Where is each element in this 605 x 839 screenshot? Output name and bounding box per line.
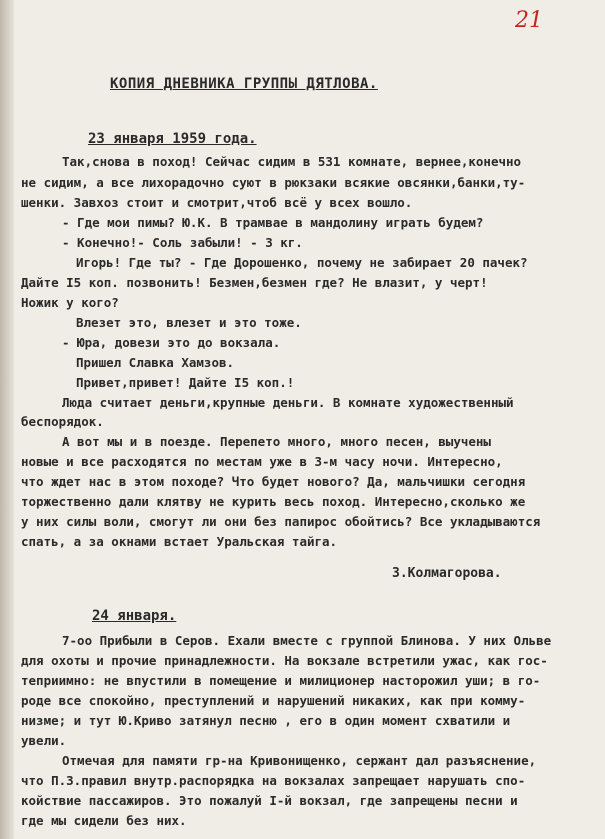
text-line: для охоты и прочие принадлежности. На вокзале встретили ужас, как гос-	[21, 653, 548, 668]
text-line: А вот мы и в поезде. Перепето много, много песен, выучены	[62, 434, 491, 449]
text-line: где мы сидели без них.	[21, 813, 187, 828]
text-line: низме; и тут Ю.Криво затянул песню , его в один момент схватили и	[21, 713, 511, 728]
text-line: Отмечая для памяти гр-на Кривонищенко, сержант дал разъяснение,	[62, 753, 537, 768]
text-line: что ждет нас в этом походе? Что будет нового? Да, мальчишки сегодня	[21, 474, 526, 489]
text-line: спать, а за окнами встает Уральская тайга.	[21, 534, 338, 549]
text-line: - Конечно!- Соль забыли! - 3 кг.	[62, 235, 303, 250]
page-edge	[0, 0, 14, 839]
page-number: 21	[515, 8, 543, 33]
text-line: не сидим, а все лихорадочно суют в рюкзаки всякие овсянки,банки,ту-	[21, 175, 526, 190]
text-line: шенки. Завхоз стоит и смотрит,чтоб всё у всех вошло.	[21, 195, 413, 210]
entry-date-1: 23 января 1959 года.	[88, 131, 257, 147]
text-line: - Где мои пимы? Ю.К. В трамвае в мандолину играть будем?	[62, 215, 484, 230]
text-line: Привет,привет! Дайте I5 коп.!	[76, 375, 295, 390]
text-line: 7-оо Прибыли в Серов. Ехали вместе с группой Блинова. У них Ольве	[62, 633, 552, 648]
text-line: койствие пассажиров. Это пожалуй I-й вокзал, где запрещены песни и	[21, 793, 518, 808]
text-line: что П.З.правил внутр.распорядка на вокзалах запрещает нарушать спо-	[21, 773, 526, 788]
text-line: увели.	[21, 733, 67, 748]
text-line: теприимно: не впустили в помещение и милиционер насторожил уши; в го-	[21, 673, 541, 688]
text-line: торжественно дали клятву не курить весь поход. Интересно,сколько же	[21, 494, 526, 509]
text-line: Игорь! Где ты? - Где Дорошенко, почему не забирает 20 пачек?	[76, 255, 528, 270]
text-line: Влезет это, влезет и это тоже.	[76, 315, 302, 330]
signature: З.Колмагорова.	[392, 566, 502, 581]
text-line: Дайте I5 коп. позвонить! Безмен,безмен где? Не влазит, у черт!	[21, 275, 488, 290]
text-line: новые и все расходятся по местам уже в 3-м часу ночи. Интересно,	[21, 454, 503, 469]
document-title: КОПИЯ ДНЕВНИКА ГРУППЫ ДЯТЛОВА.	[110, 76, 378, 92]
text-line: Ножик у кого?	[21, 295, 119, 310]
text-line: Так,снова в поход! Сейчас сидим в 531 комнате, вернее,конечно	[62, 154, 522, 169]
text-line: у них силы воли, смогут ли они без папирос обойтись? Все укладываются	[21, 514, 541, 529]
text-line: беспорядок.	[21, 414, 104, 429]
text-line: Люда считает деньги,крупные деньги. В комнате художественный	[62, 395, 514, 410]
entry-date-2: 24 января.	[92, 608, 177, 624]
text-line: роде все спокойно, преступлений и нарушений никаких, как при комму-	[21, 693, 526, 708]
text-line: Пришел Славка Хамзов.	[76, 355, 235, 370]
text-line: - Юра, довези это до вокзала.	[62, 335, 281, 350]
